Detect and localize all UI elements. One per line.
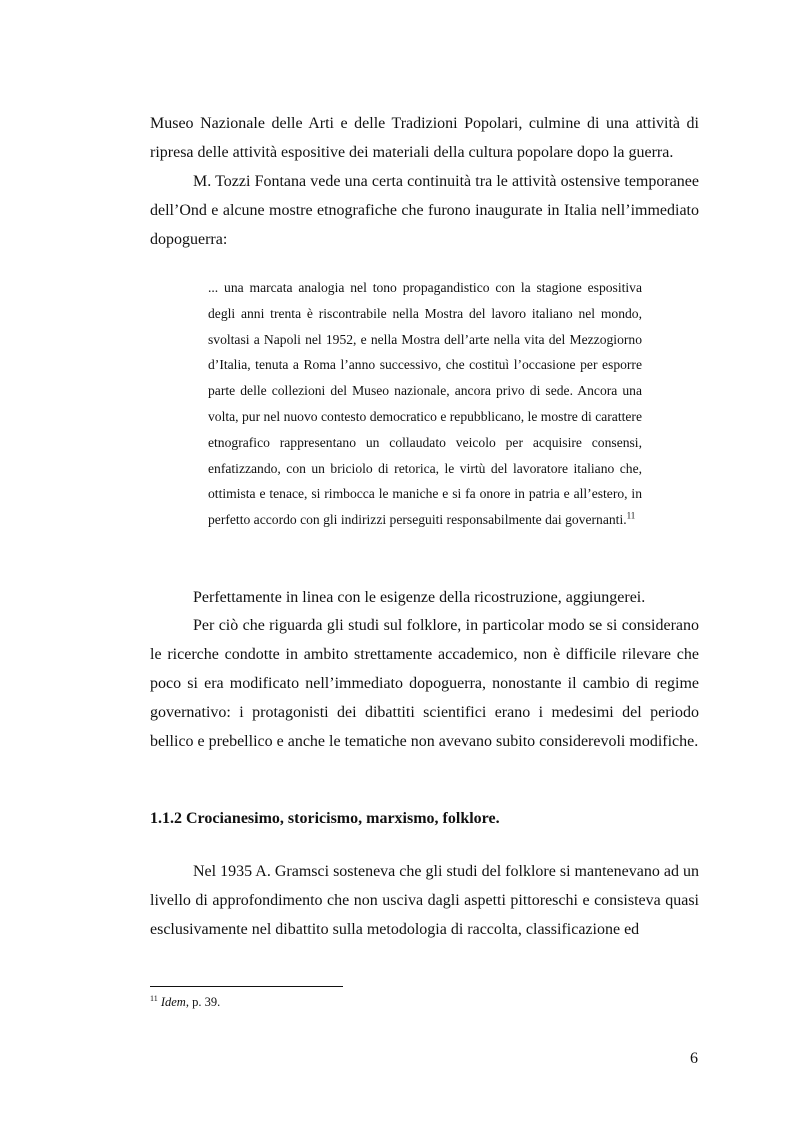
section-heading: 1.1.2 Crocianesimo, storicismo, marxismo, folklore.	[150, 810, 500, 827]
paragraph-ricostruzione: Perfettamente in linea con le esigenze della ricostruzione, aggiungerei.	[193, 589, 646, 606]
footnote	[150, 994, 220, 1010]
block-quote	[208, 275, 642, 533]
footnote-source: Idem	[160, 995, 186, 1009]
paragraph-tozzi-fontana: M. Tozzi Fontana vede una certa continuità tra le attività ostensive temporanee dell’Ond e alcune mostre etnografiche che furono inaugurate in Italia nell’immediato dopoguerra:	[150, 173, 699, 248]
footnote-number: 11	[150, 993, 158, 1003]
footnote-page-ref: , p. 39.	[185, 995, 221, 1009]
page-number: 6	[690, 1050, 698, 1067]
footnote-divider	[150, 986, 343, 987]
paragraph-studi-folklore: Per ciò che riguarda gli studi sul folklore, in particolar modo se si considerano le ricerche condotte in ambito strettamente accademico, non è difficile rilevare che poco si era modificato nell’immediato dopoguerra, nonostante il cambio di regime governativo: i protagonisti dei dibattiti scientifici erano i medesimi del periodo bellico e prebellico e anche le tematiche non avevano subito considerevoli modifiche.	[150, 617, 699, 750]
paragraph-museo-nazionale: Museo Nazionale delle Arti e delle Tradizioni Popolari, culmine di una attività di ripresa delle attività espositive dei materiali della cultura popolare dopo la guerra.	[150, 115, 699, 161]
block-quote-text: ... una marcata analogia nel tono propagandistico con la stagione espositiva degli anni trenta è riscontrabile nella Mostra del lavoro italiano nel mondo, svoltasi a Napoli nel 1952, e nella Mostra dell’arte nella vita del Mezzogiorno d’Italia, tenuta a Roma l’anno successivo, che costituì l’occasione per esporre parte delle collezioni del Museo nazionale, ancora privo di sede. Ancora una volta, pur nel nuovo contesto democratico e repubblicano, le mostre di carattere etnografico rappresentano un collaudato veicolo per acquisire consensi, enfatizzando, con un briciolo di retorica, le virtù del lavoratore italiano che, ottimista e tenace, si rimbocca le maniche e si fa onore in patria e all’estero, in perfetto accordo con gli indirizzi perseguiti responsabilmente dai governanti.	[208, 280, 642, 528]
footnote-reference[interactable]: 11	[626, 510, 636, 521]
paragraph-gramsci: Nel 1935 A. Gramsci sosteneva che gli studi del folklore si mantenevano ad un livello di approfondimento che non usciva dagli aspetti pittoreschi e consisteva quasi esclusivamente nel dibattito sulla metodologia di raccolta, classificazione ed	[150, 863, 699, 938]
